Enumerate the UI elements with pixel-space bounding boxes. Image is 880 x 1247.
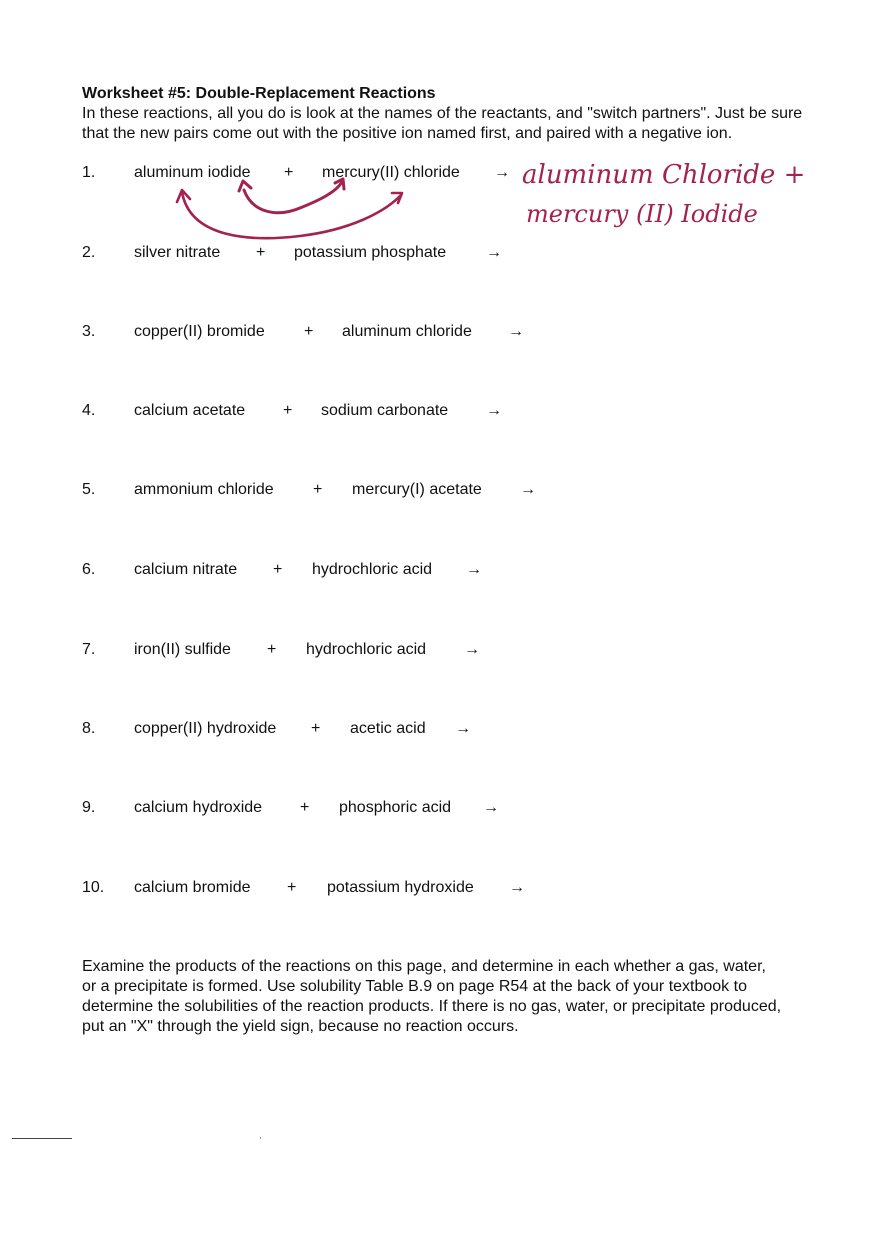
plus-sign: + xyxy=(304,323,314,340)
reaction-number: 8. xyxy=(82,720,96,737)
reaction-number: 10. xyxy=(82,879,105,896)
yield-arrow-icon: → xyxy=(483,799,499,816)
reactant-a: calcium acetate xyxy=(134,402,246,419)
reactant-a: iron(II) sulfide xyxy=(134,641,231,658)
reactant-a: calcium hydroxide xyxy=(134,799,263,816)
plus-sign: + xyxy=(300,799,310,816)
reactant-b: potassium hydroxide xyxy=(327,879,474,896)
reactant-a: calcium nitrate xyxy=(134,561,238,578)
yield-arrow-icon: → xyxy=(486,402,502,419)
reaction-3 xyxy=(82,322,542,342)
reaction-6 xyxy=(82,560,542,580)
footer-divider xyxy=(12,1138,72,1139)
plus-sign: + xyxy=(256,244,266,261)
plus-sign: + xyxy=(287,879,297,896)
reactant-a: copper(II) hydroxide xyxy=(134,720,277,737)
yield-arrow-icon: → xyxy=(509,879,525,896)
plus-sign: + xyxy=(313,481,323,498)
handwritten-product-line-2: mercury (II) Iodide xyxy=(526,200,758,228)
plus-sign: + xyxy=(284,164,294,181)
swap-arrowhead-left xyxy=(177,190,190,202)
reactant-b: mercury(I) acetate xyxy=(352,481,482,498)
yield-arrow-icon: → xyxy=(455,720,471,737)
reactant-b: sodium carbonate xyxy=(321,402,449,419)
reaction-1 xyxy=(82,163,542,183)
reaction-10 xyxy=(82,878,542,898)
reactant-a: aluminum iodide xyxy=(134,164,251,181)
yield-arrow-icon: → xyxy=(508,323,524,340)
yield-arrow-icon: → xyxy=(520,481,536,498)
reactant-a: calcium bromide xyxy=(134,879,251,896)
reactant-b: aluminum chloride xyxy=(342,323,472,340)
reactant-a: ammonium chloride xyxy=(134,481,274,498)
reactant-b: acetic acid xyxy=(350,720,426,737)
yield-arrow-icon: → xyxy=(486,244,502,261)
intro-paragraph: In these reactions, all you do is look at the names of the reactants, and "switch partners". Just be sure that the new pairs come out with the positive ion named first, and paired with a negative ion. xyxy=(82,105,803,142)
reaction-8 xyxy=(82,719,542,739)
yield-arrow-icon: → xyxy=(466,561,482,578)
reactant-b: hydrochloric acid xyxy=(312,561,433,578)
worksheet-title: Worksheet #5: Double-Replacement Reactions xyxy=(82,85,436,102)
reaction-number: 3. xyxy=(82,323,96,340)
handwritten-product-line-1: aluminum Chloride + xyxy=(522,160,806,190)
reaction-4 xyxy=(82,401,542,421)
reaction-2 xyxy=(82,243,542,263)
yield-arrow-icon: → xyxy=(494,164,510,181)
reactant-a: copper(II) bromide xyxy=(134,323,265,340)
yield-arrow-icon: → xyxy=(464,641,480,658)
swap-arrow-outer xyxy=(182,192,401,238)
swap-arrowhead-right xyxy=(392,193,402,203)
reactant-b: phosphoric acid xyxy=(339,799,452,816)
footer-mark xyxy=(260,1137,261,1139)
reaction-number: 7. xyxy=(82,641,96,658)
reaction-7 xyxy=(82,640,542,660)
closing-instructions: Examine the products of the reactions on this page, and determine in each whether a gas, water, or a precipitate is formed. Use solubility Table B.9 on page R54 at the back of your textbook to determine the solubilities of the reaction products. If there is no gas, water, or precipitate produced, put an "X" through the yield sign, because no reaction occurs. xyxy=(82,958,782,1035)
plus-sign: + xyxy=(283,402,293,419)
reaction-number: 9. xyxy=(82,799,96,816)
plus-sign: + xyxy=(311,720,321,737)
reactant-a: silver nitrate xyxy=(134,244,221,261)
plus-sign: + xyxy=(273,561,283,578)
reactant-b: mercury(II) chloride xyxy=(322,164,460,181)
plus-sign: + xyxy=(267,641,277,658)
reaction-number: 1. xyxy=(82,164,96,181)
reaction-number: 6. xyxy=(82,561,96,578)
reaction-5 xyxy=(82,480,552,500)
reactant-b: potassium phosphate xyxy=(294,244,447,261)
reaction-number: 2. xyxy=(82,244,96,261)
swap-arrow-inner xyxy=(244,182,342,213)
reactant-b: hydrochloric acid xyxy=(306,641,427,658)
reaction-9 xyxy=(82,798,542,818)
reaction-number: 5. xyxy=(82,481,96,498)
reaction-number: 4. xyxy=(82,402,96,419)
